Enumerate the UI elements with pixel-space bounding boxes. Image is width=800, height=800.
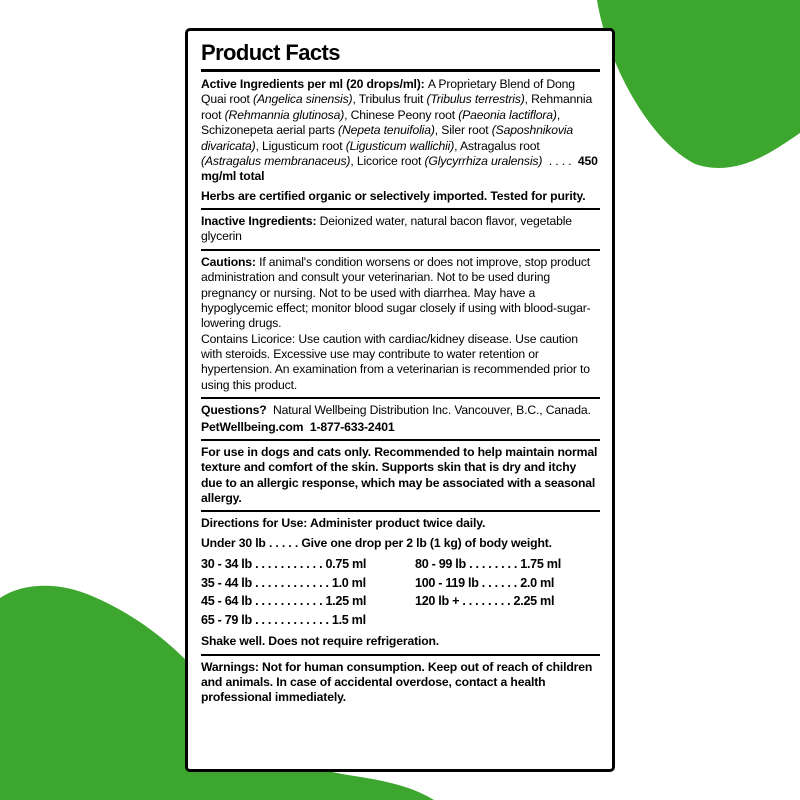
inactive-ingredients-text: Inactive Ingredients: Deionized water, natural bacon flavor, vegetable glycerin [201,214,572,244]
dose-table-left-column [201,555,415,629]
active-ingredients-text: Active Ingredients per ml (20 drops/ml): A Proprietary Blend of Dong Quai root (Angelica sinensis), Tribulus fruit (Tribulus terrestris), Rehmannia root (Rehmannia glutinosa), Chinese Peony root (Paeonia lactiflora), Schizonepeta aerial parts (Nepeta tenuifolia), Siler root (Saposhnikovia divaricata), Ligusticum root (Ligusticum wallichii), Astragalus root (Astragalus membranaceus), Licorice root (Glycyrrhiza uralensis) . . . . 450 mg/ml total [201,77,598,184]
herbs-certified-text: Herbs are certified organic or selectively imported. Tested for purity. [201,188,586,203]
dose-row: 120 lb + . . . . . . . . 2.25 ml [415,594,555,609]
dose-row: 45 - 64 lb . . . . . . . . . . . 1.25 ml [201,594,367,609]
green-blob-top-right-shape [597,0,800,168]
section-divider [201,510,600,512]
dose-row: 65 - 79 lb . . . . . . . . . . . . 1.5 ml [201,612,366,627]
section-divider [201,439,600,441]
section-divider [201,397,600,399]
warnings-text: Warnings: Not for human consumption. Keep out of reach of children and animals. In case of accidental overdose, contact a health professional immediately. [201,659,593,705]
section-divider [201,69,600,72]
section-divider [201,249,600,251]
shake-well-text: Shake well. Does not require refrigeration. [201,634,440,649]
dose-table [201,555,600,629]
directions-heading: Directions for Use: Administer product twice daily. [201,516,486,531]
questions-text: Questions? Natural Wellbeing Distribution Inc. Vancouver, B.C., Canada. [201,403,591,418]
dose-row: 80 - 99 lb . . . . . . . . 1.75 ml [415,557,561,572]
dose-row: 35 - 44 lb . . . . . . . . . . . . 1.0 ml [201,575,366,590]
dose-row: 30 - 34 lb . . . . . . . . . . . 0.75 ml [201,557,367,572]
dose-table-right-column [415,555,600,629]
section-divider [201,208,600,210]
product-facts-title: Product Facts [201,40,340,65]
contact-line: PetWellbeing.com 1-877-633-2401 [201,419,395,434]
product-facts-panel [185,28,615,772]
cautions-text: Cautions: If animal's condition worsens or does not improve, stop product administration and consult your veterinarian. Not to be used during pregnancy or nursing. Not to be used with diarrhea. May have a hypoglycemic effect; monitor blood sugar closely if using with blood-sugar-lowering drugs. [201,254,591,331]
contains-licorice-text: Contains Licorice: Use caution with cardiac/kidney disease. Use caution with steroids. Excessive use may contribute to water retention or hypertension. An examination from a veterinarian is recommended prior to using this product. [201,331,590,392]
for-use-text: For use in dogs and cats only. Recommended to help maintain normal texture and comfort of the skin. Supports skin that is dry and itchy due to an allergic response, which may be associated with a seasonal allergy. [201,444,598,505]
dose-row: 100 - 119 lb . . . . . . 2.0 ml [415,575,555,590]
section-divider [201,654,600,656]
under-30-dose-row: Under 30 lb . . . . . Give one drop per 2 lb (1 kg) of body weight. [201,535,552,550]
